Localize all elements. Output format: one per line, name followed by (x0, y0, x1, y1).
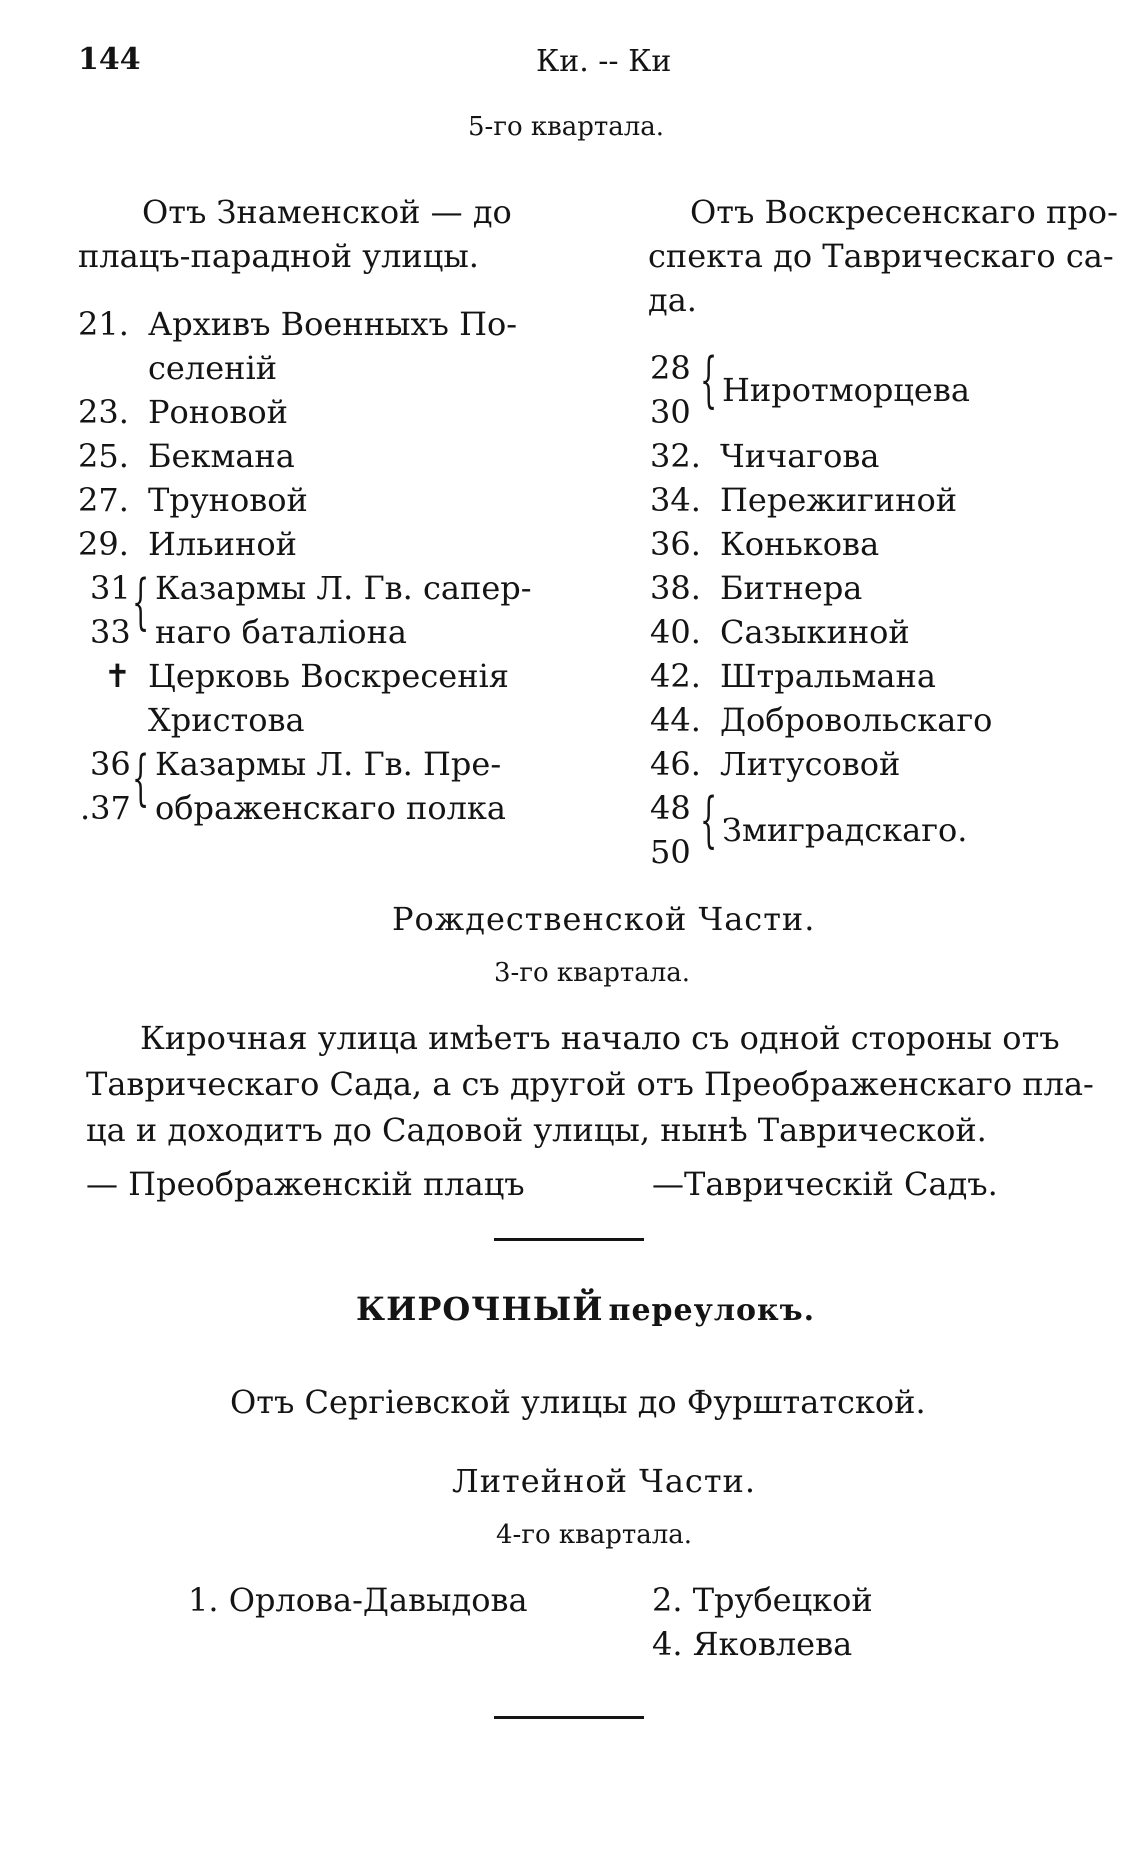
para-line-3: ца и доходитъ до Садовой улицы, нынѣ Таврической. (86, 1111, 987, 1149)
street-type: переулокъ. (608, 1293, 816, 1328)
entry-name: Битнера (720, 569, 863, 607)
right-group1-num-a: 28 (650, 349, 691, 387)
right-entry-46 (650, 742, 900, 786)
entry-name: Ильиной (148, 525, 297, 563)
entry-number: 1. (188, 1581, 219, 1619)
top-quarter-label: 5-го квартала. (468, 112, 665, 142)
right-entry-44 (650, 698, 992, 742)
right-column-heading-1: Отъ Воскресенскаго про- (690, 193, 1118, 231)
left-group2-num-a: 36 (90, 745, 131, 783)
left-entry-27 (78, 478, 308, 522)
left-group2-num-b: .37 (80, 789, 131, 827)
brace-icon: { (132, 743, 150, 813)
left-group2-line2: ображенскаго полка (155, 789, 506, 827)
para-line-1: Кирочная улица имѣетъ начало съ одной стороны отъ (140, 1019, 1060, 1057)
left-group2-line1: Казармы Л. Гв. Пре- (155, 745, 502, 783)
entry-number: 21. (78, 305, 129, 343)
lane-entry-1 (188, 1578, 528, 1622)
section2-quarter: 3-го квартала. (494, 958, 691, 988)
brace-icon: { (132, 567, 150, 637)
left-entry-25 (78, 434, 295, 478)
entry-number: 40. (650, 613, 701, 651)
page-number: 144 (78, 42, 141, 77)
street-heading (356, 1290, 815, 1328)
right-group1-name: Ниротморцева (722, 371, 970, 409)
section3-quarter: 4-го квартала. (496, 1520, 693, 1550)
brace-icon: { (700, 345, 718, 415)
left-entry-23 (78, 390, 288, 434)
right-column-heading-2: спекта до Таврическаго са- (648, 237, 1114, 275)
entry-name: Яковлева (692, 1625, 853, 1663)
entry-name: Штральмана (720, 657, 936, 695)
right-entry-36 (650, 522, 879, 566)
entry-number: 29. (78, 525, 129, 563)
entry-name: Литусовой (720, 745, 901, 783)
right-group2-num-a: 48 (650, 789, 691, 827)
entry-number: 34. (650, 481, 701, 519)
entry-number: 32. (650, 437, 701, 475)
lane-entry-2 (652, 1578, 873, 1622)
left-column-heading-2: плацъ-парадной улицы. (78, 237, 479, 275)
lane-entry-4 (652, 1622, 852, 1666)
para-line-2: Таврическаго Сада, а съ другой отъ Преображенскаго пла- (86, 1065, 1094, 1103)
street-right-end: —Таврическій Садъ. (652, 1165, 998, 1203)
church-line1: Церковь Воскресенія (148, 657, 509, 695)
entry-number: 2. (652, 1581, 683, 1619)
entry-number: 36. (650, 525, 701, 563)
right-entry-34 (650, 478, 957, 522)
entry-name: Сазыкиной (720, 613, 910, 651)
end-rule (494, 1716, 644, 1719)
right-group2-name: Змиградскаго. (722, 811, 968, 849)
entry-number: 42. (650, 657, 701, 695)
street-route: Отъ Сергіевской улицы до Фурштатской. (230, 1383, 926, 1421)
entry-number: 25. (78, 437, 129, 475)
street-left-end: — Преображенскій плацъ (86, 1165, 525, 1203)
cross-icon: ✝ (104, 657, 131, 695)
entry-name: Добровольскаго (720, 701, 993, 739)
left-entry-29 (78, 522, 297, 566)
entry-name: Роновой (148, 393, 288, 431)
right-column-heading-3: да. (648, 281, 697, 319)
right-group2-num-b: 50 (650, 833, 691, 871)
entry-number: 23. (78, 393, 129, 431)
left-group1-line1: Казармы Л. Гв. сапер- (155, 569, 532, 607)
left-entry-21-cont: селеній (148, 349, 278, 387)
left-group1-num-b: 33 (90, 613, 131, 651)
entry-number: 46. (650, 745, 701, 783)
entry-number: 27. (78, 481, 129, 519)
right-entry-32 (650, 434, 879, 478)
right-entry-38 (650, 566, 862, 610)
church-line2: Христова (148, 701, 305, 739)
right-group1-num-b: 30 (650, 393, 691, 431)
entry-name: Трубецкой (692, 1581, 873, 1619)
entry-number: 38. (650, 569, 701, 607)
left-group1-num-a: 31 (90, 569, 131, 607)
entry-name: Конькова (720, 525, 880, 563)
street-name: КИРОЧНЫЙ (356, 1290, 604, 1328)
entry-name: Пережигиной (720, 481, 958, 519)
brace-icon: { (700, 785, 718, 855)
right-entry-40 (650, 610, 910, 654)
divider-rule (494, 1238, 644, 1241)
entry-name: Бекмана (148, 437, 295, 475)
section-title-rozhdestvenskaya: Рождественской Части. (392, 900, 816, 938)
entry-name: Труновой (148, 481, 308, 519)
entry-name: Чичагова (720, 437, 880, 475)
entry-number: 44. (650, 701, 701, 739)
entry-number: 4. (652, 1625, 683, 1663)
left-entry-21 (78, 302, 517, 346)
section3-part: Литейной Части. (452, 1462, 757, 1500)
left-column-heading-1: Отъ Знаменской — до (142, 193, 512, 231)
right-entry-42 (650, 654, 936, 698)
entry-name: Орлова-Давыдова (228, 1581, 528, 1619)
running-title: Ки. -- Ки (536, 44, 672, 79)
left-group1-line2: наго баталіона (155, 613, 407, 651)
entry-name: Архивъ Военныхъ По- (148, 305, 518, 343)
